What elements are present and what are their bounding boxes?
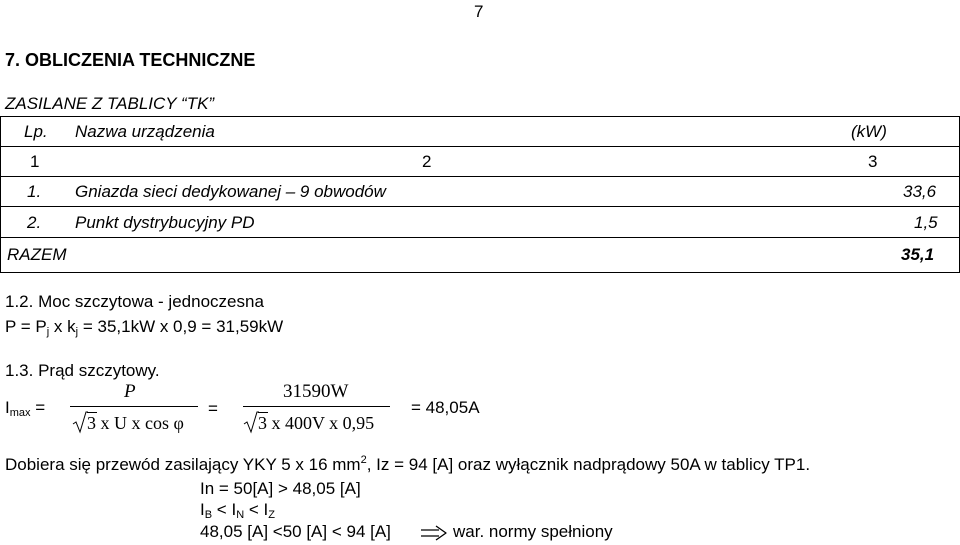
breaker-comparison: In = 50[A] > 48,05 [A]	[200, 479, 361, 498]
ineq-iz: < I	[244, 500, 269, 519]
current-inequality	[200, 500, 275, 520]
page-number: 7	[474, 2, 484, 21]
sqrt-symbol-icon	[72, 410, 88, 434]
row-2-name: Punkt dystrybucyjny PD	[75, 213, 255, 232]
row-1-name: Gniazda sieci dedykowanej – 9 obwodów	[75, 182, 386, 201]
formula-sub-2: j	[75, 326, 79, 338]
imax-letter: I	[5, 398, 10, 417]
section-title: 7. OBLICZENIA TECHNICZNE	[5, 50, 256, 70]
header-name: Nazwa urządzenia	[75, 122, 215, 141]
row-2-kw: 1,5	[914, 213, 938, 232]
imax-subscript: max	[9, 407, 31, 419]
fraction-2-numerator: 31590W	[283, 381, 349, 402]
number-col-2: 2	[422, 152, 432, 171]
formula-sub-1: j	[46, 326, 50, 338]
fraction-1-numerator: P	[124, 381, 136, 402]
equals-1: =	[208, 399, 218, 418]
formula-part-1: P = P	[5, 317, 47, 336]
header-lp: Lp.	[24, 122, 48, 141]
ineq-in: < I	[212, 500, 237, 519]
number-col-3: 3	[868, 152, 878, 171]
section-1-3-heading: 1.3. Prąd szczytowy.	[5, 361, 160, 380]
final-check-values: 48,05 [A] <50 [A] < 94 [A]	[200, 522, 391, 541]
ineq-in-sub: N	[236, 509, 245, 521]
implies-arrow-icon	[419, 524, 449, 542]
ineq-ib: I	[200, 500, 205, 519]
row-2-lp: 2.	[27, 213, 42, 232]
sqrt-symbol-2-icon	[243, 410, 259, 434]
fraction-2-denominator: 3 x 400V x 0,95	[258, 413, 375, 433]
total-label: RAZEM	[7, 245, 67, 264]
peak-power-formula	[5, 317, 283, 337]
fraction-1-denominator: 3 x U x cos φ	[87, 413, 184, 433]
conclusion-superscript: 2	[360, 454, 367, 466]
conclusion-part-1: Dobiera się przewód zasilający YKY 5 x 16 mm	[5, 455, 361, 474]
formula-part-3: = 35,1kW x 0,9 = 31,59kW	[78, 317, 284, 336]
total-value: 35,1	[901, 245, 935, 264]
header-kw: (kW)	[851, 122, 887, 141]
section-1-2-heading: 1.2. Moc szczytowa - jednoczesna	[5, 292, 264, 311]
conclusion-text	[5, 455, 810, 475]
subtitle: ZASILANE Z TABLICY “TK”	[5, 94, 215, 113]
norm-met-text: war. normy spełniony	[453, 522, 613, 541]
formula-part-2: x k	[49, 317, 76, 336]
ineq-iz-sub: Z	[268, 509, 275, 521]
row-1-kw: 33,6	[903, 182, 937, 201]
number-col-1: 1	[30, 152, 40, 171]
imax-label: $I_{max}$ =	[5, 398, 46, 419]
conclusion-part-2: , Iz = 94 [A] oraz wyłącznik nadprądowy 50A w tablicy TP1.	[366, 455, 811, 474]
ineq-ib-sub: B	[204, 509, 213, 521]
current-result: = 48,05A	[411, 398, 480, 417]
row-1-lp: 1.	[27, 182, 42, 201]
